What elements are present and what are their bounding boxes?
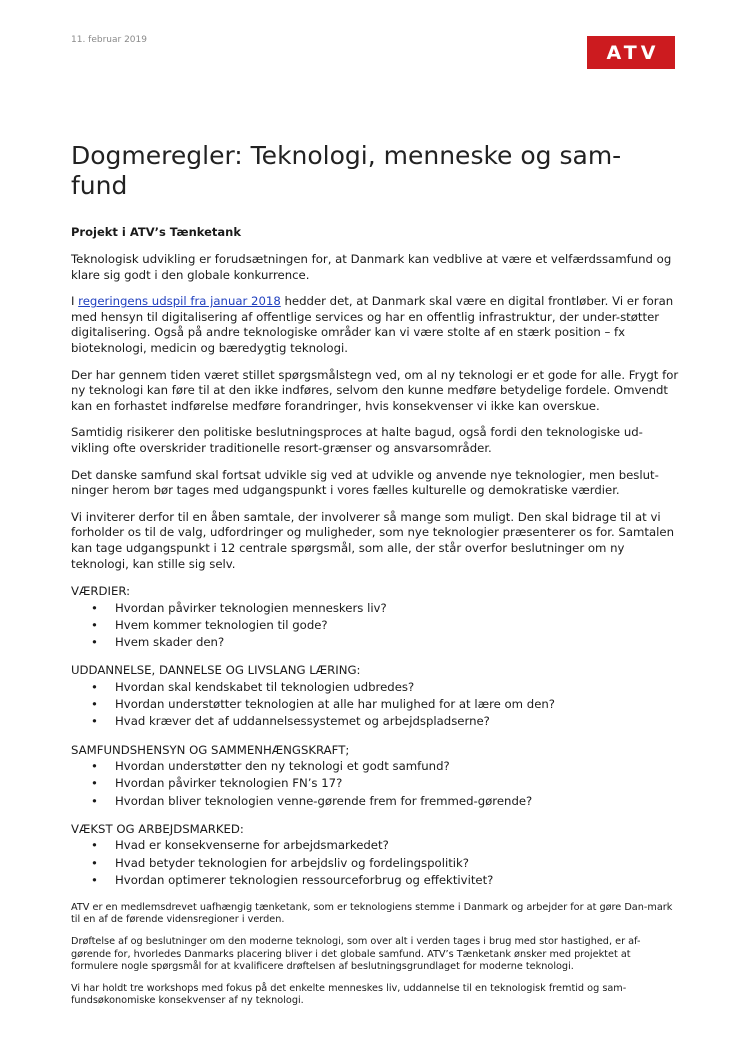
bullet-icon: •	[91, 679, 98, 694]
question-list	[71, 758, 679, 810]
bullet-icon: •	[91, 793, 98, 808]
bullet-icon: •	[91, 776, 98, 791]
bullet-icon: •	[91, 759, 98, 774]
footnote-workshops: Vi har holdt tre workshops med fokus på det enkelte menneskes liv, uddannelse til en teknologisk fremtid og sam-fundsøkonomiske konsekvenser af ny teknologi.	[71, 982, 627, 1007]
paragraph-invitation: Vi inviterer derfor til en åben samtale, der involverer så mange som muligt. Den skal bidrage til at vi forholder os til de valg, udfordringer og muligheder, som nye teknologier præsenterer os for. Samtalen kan tage udgangspunkt i 12 centrale spørgsmål, som alle, der står overfor beslutninger om ny teknologi, kan stille sig selv.	[71, 509, 674, 571]
subtitle: Projekt i ATV’s Tænketank	[71, 225, 242, 239]
list-item	[91, 837, 679, 854]
bullet-icon: •	[91, 600, 98, 615]
list-item	[91, 696, 679, 713]
section-growth	[71, 822, 679, 889]
question-text: Hvad betyder teknologien for arbejdsliv og fordelingspolitik?	[115, 855, 469, 870]
question-list	[71, 679, 679, 731]
paragraph-fear: Der har gennem tiden været stillet spørgsmålstegn ved, om al ny teknologi er et gode for alle. Frygt for ny teknologi kan føre til at den ikke indføres, selvom den kunne medføre betydelige fordele. Omvendt kan en forhastet indførelse medføre forandringer, hvis konsekvenser vi ikke kan overskue.	[71, 367, 679, 413]
list-item	[91, 872, 679, 889]
section-cohesion	[71, 743, 679, 810]
bullet-icon: •	[91, 714, 98, 729]
footnote-purpose: Drøftelse af og beslutninger om den moderne teknologi, som over alt i verden tages i brug med stor hastighed, er af-gørende for, hvorledes Danmarks placering bliver i det globale samfund. ATV’s Tænketank ønsker med projektet at formulere nogle spørgsmål for at kvalificere drøftelsen af beslutningsgrundlaget for moderne teknologi.	[71, 936, 641, 972]
paragraph-prefix: I	[71, 294, 79, 309]
list-item	[91, 634, 679, 651]
section-heading: VÆKST OG ARBEJDSMARKED:	[71, 821, 244, 836]
question-text: Hvordan bliver teknologien venne-gørende frem for fremmed-gørende?	[115, 793, 533, 808]
bullet-icon: •	[91, 838, 98, 853]
question-text: Hvem kommer teknologien til gode?	[115, 617, 328, 632]
question-list	[71, 600, 679, 652]
bullet-icon: •	[91, 697, 98, 712]
section-values	[71, 584, 679, 651]
bullet-icon: •	[91, 635, 98, 650]
question-text: Hvordan optimerer teknologien ressourceforbrug og effektivitet?	[115, 872, 494, 887]
footnotes	[71, 902, 679, 1007]
list-item	[91, 679, 679, 696]
document-date: 11. februar 2019	[71, 35, 147, 45]
question-text: Hvordan påvirker teknologien FN’s 17?	[115, 776, 343, 791]
list-item	[91, 713, 679, 730]
question-text: Hvordan understøtter teknologien at alle har mulighed for at lære om den?	[115, 697, 556, 712]
list-item	[91, 855, 679, 872]
document-body	[71, 252, 679, 1017]
paragraph-politics: Samtidig risikerer den politiske beslutningsproces at halte bagud, også fordi den teknologiske ud-vikling ofte overskrider traditionelle resort-grænser og ansvarsområder.	[71, 425, 643, 455]
list-item	[91, 600, 679, 617]
bullet-icon: •	[91, 872, 98, 887]
section-education	[71, 663, 679, 730]
question-text: Hvordan påvirker teknologien menneskers liv?	[115, 600, 387, 615]
list-item	[91, 793, 679, 810]
paragraph-government	[71, 294, 679, 356]
title-text: Dogmeregler: Teknologi, menneske og sam-fund	[71, 141, 622, 200]
list-item	[91, 758, 679, 775]
question-text: Hvem skader den?	[115, 635, 225, 650]
bullet-icon: •	[91, 617, 98, 632]
government-plan-link[interactable]: regeringens udspil fra januar 2018	[78, 294, 281, 309]
question-list	[71, 837, 679, 889]
question-text: Hvordan understøtter den ny teknologi et godt samfund?	[115, 759, 450, 774]
list-item	[91, 617, 679, 634]
page-title	[71, 141, 671, 201]
section-heading: VÆRDIER:	[71, 584, 131, 599]
footnote-about: ATV er en medlemsdrevet uafhængig tænketank, som er teknologiens stemme i Danmark og arbejder for at gøre Dan-mark til en af de førende vidensregioner i verden.	[71, 901, 673, 926]
paragraph-society: Det danske samfund skal fortsat udvikle sig ved at udvikle og anvende nye teknologier, men beslut-ninger herom bør tages med udgangspunkt i vores fælles kulturelle og demokratiske værdier.	[71, 467, 659, 498]
paragraph-rest: hedder det, at Danmark skal være en digital frontløber. Vi er foran med hensyn til digitalisering af offentlige services og har en offentlig infrastruktur, der under-støtter digitalisering. Også på andre teknologiske områder kan vi være stolte af en stærk position – fx bioteknologi, medicin og bæredygtig teknologi.	[71, 294, 674, 355]
section-heading: UDDANNELSE, DANNELSE OG LIVSLANG LÆRING:	[71, 663, 361, 678]
paragraph-intro: Teknologisk udvikling er forudsætningen for, at Danmark kan vedblive at være et velfærdssamfund og klare sig godt i den globale konkurrence.	[71, 252, 672, 282]
list-item	[91, 775, 679, 792]
question-text: Hvordan skal kendskabet til teknologien udbredes?	[115, 679, 415, 694]
bullet-icon: •	[91, 855, 98, 870]
question-text: Hvad er konsekvenserne for arbejdsmarkedet?	[115, 838, 389, 853]
section-heading: SAMFUNDSHENSYN OG SAMMENHÆNGSKRAFT;	[71, 742, 350, 757]
atv-logo: ATV	[587, 36, 675, 69]
question-text: Hvad kræver det af uddannelsessystemet og arbejdspladserne?	[115, 714, 490, 729]
